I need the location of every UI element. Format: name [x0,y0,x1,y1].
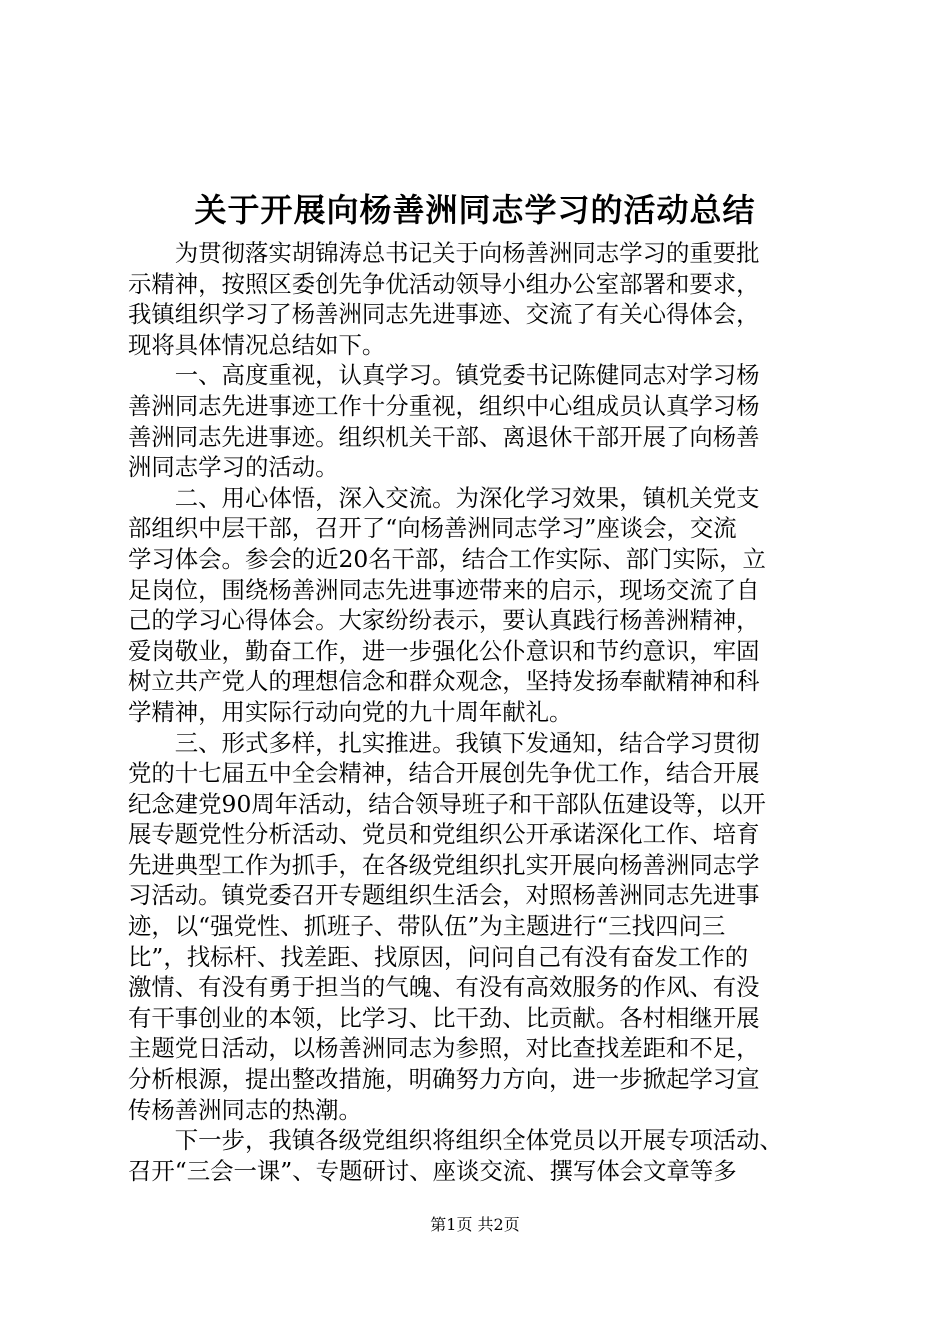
body-line: 一、高度重视，认真学习。镇党委书记陈健同志对学习杨 [128,361,760,390]
body-line: 学习体会。参会的近20名干部，结合工作实际、部门实际，立 [128,544,766,573]
body-line: 学精神，用实际行动向党的九十周年献礼。 [128,697,573,726]
body-line: 激情、有没有勇于担当的气魄、有没有高效服务的作风、有没 [128,973,760,1002]
body-line: 纪念建党90周年活动，结合领导班子和干部队伍建设等，以开 [128,789,766,818]
body-line: 主题党日活动，以杨善洲同志为参照，对比查找差距和不足， [128,1034,760,1063]
body-line: 善洲同志先进事迹。组织机关干部、离退休干部开展了向杨善 [128,422,760,451]
body-line: 爱岗敬业，勤奋工作，进一步强化公仆意识和节约意识，牢固 [128,636,760,665]
body-line: 有干事创业的本领，比学习、比干劲、比贡献。各村相继开展 [128,1003,760,1032]
document-body [128,238,830,1186]
body-line: 我镇组织学习了杨善洲同志先进事迹、交流了有关心得体会， [128,300,760,329]
body-line: 分析根源，提出整改措施，明确努力方向，进一步掀起学习宣 [128,1065,760,1094]
body-line: 习活动。镇党委召开专题组织生活会，对照杨善洲同志先进事 [128,881,760,910]
body-line: 召开“三会一课”、专题研讨、座谈交流、撰写体会文章等多 [128,1156,737,1185]
body-line: 现将具体情况总结如下。 [128,330,386,359]
page-footer: 第1页 共2页 [430,1215,520,1234]
body-line: 下一步，我镇各级党组织将组织全体党员以开展专项活动、 [128,1126,783,1155]
body-line: 示精神，按照区委创先争优活动领导小组办公室部署和要求， [128,269,760,298]
body-line: 洲同志学习的活动。 [128,453,339,482]
body-line: 比”，找标杆、找差距、找原因，问问自己有没有奋发工作的 [128,942,749,971]
body-line: 党的十七届五中全会精神，结合开展创先争优工作，结合开展 [128,759,760,788]
body-line: 先进典型工作为抓手，在各级党组织扎实开展向杨善洲同志学 [128,850,760,879]
body-line: 二、用心体悟，深入交流。为深化学习效果，镇机关党支 [128,483,760,512]
body-line: 善洲同志先进事迹工作十分重视，组织中心组成员认真学习杨 [128,391,760,420]
body-line: 树立共产党人的理想信念和群众观念，坚持发扬奉献精神和科 [128,667,760,696]
body-line: 传杨善洲同志的热潮。 [128,1095,362,1124]
document-title: 关于开展向杨善洲同志学习的活动总结 [194,191,756,229]
body-line: 己的学习心得体会。大家纷纷表示，要认真践行杨善洲精神， [128,606,760,635]
body-line: 三、形式多样，扎实推进。我镇下发通知，结合学习贯彻 [128,728,760,757]
body-line: 迹，以“强党性、抓班子、带队伍”为主题进行“三找四问三 [128,912,726,941]
body-line: 展专题党性分析活动、党员和党组织公开承诺深化工作、培育 [128,820,760,849]
body-line: 部组织中层干部，召开了“向杨善洲同志学习”座谈会，交流 [128,514,737,543]
body-line: 足岗位，围绕杨善洲同志先进事迹带来的启示，现场交流了自 [128,575,760,604]
body-line: 为贯彻落实胡锦涛总书记关于向杨善洲同志学习的重要批 [128,239,760,267]
